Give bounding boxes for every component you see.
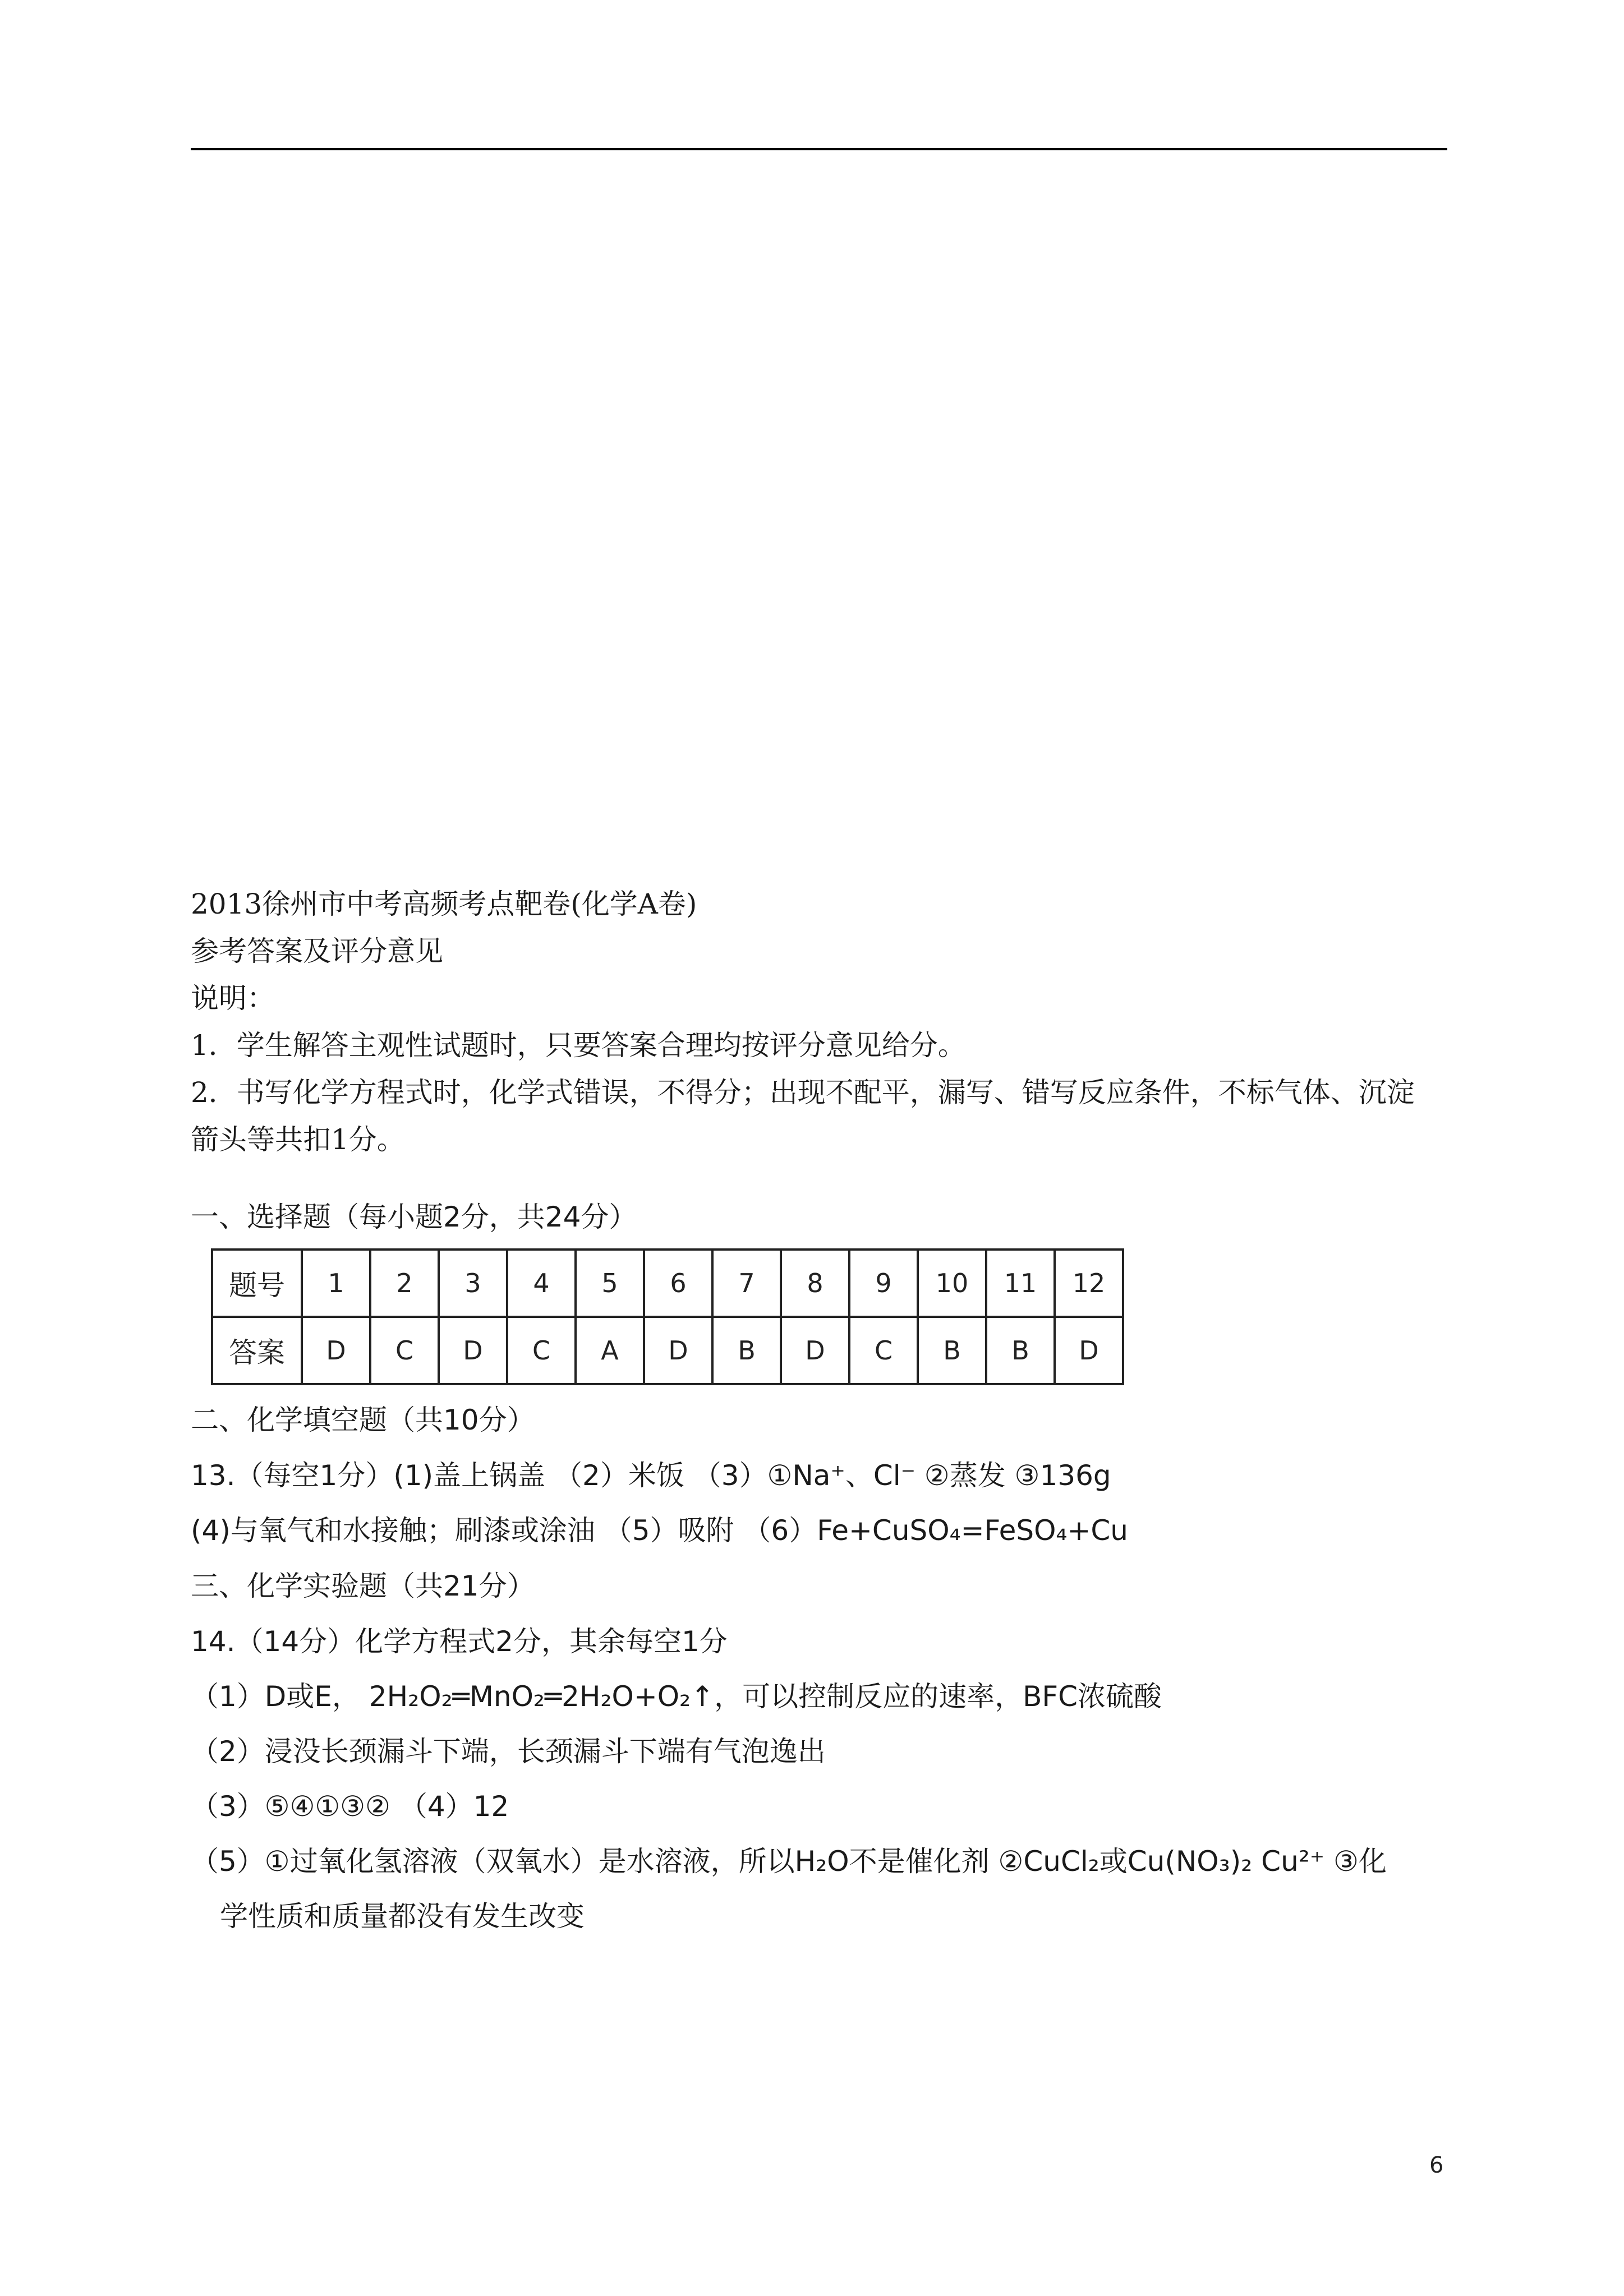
- q14-part-2: （2）浸没长颈漏斗下端，长颈漏斗下端有气泡逸出: [191, 1735, 826, 1768]
- question-header-cell: 题号: [212, 1250, 302, 1317]
- answer-cell: B: [712, 1317, 781, 1384]
- q14-part-1: （1）D或E， 2H₂O₂═MnO₂═2H₂O+O₂↑，可以控制反应的速率，BFC浓硫酸: [191, 1680, 1162, 1713]
- section2-heading: 二、化学填空题（共10分）: [191, 1404, 535, 1436]
- question-cell: 4: [507, 1250, 576, 1317]
- question-cell: 3: [439, 1250, 507, 1317]
- answer-cell: C: [849, 1317, 918, 1384]
- question-cell: 7: [712, 1250, 781, 1317]
- question-number-row: [212, 1250, 1123, 1317]
- question-cell: 1: [302, 1250, 370, 1317]
- answer-cell: B: [918, 1317, 986, 1384]
- page-number: 6: [1429, 2152, 1444, 2178]
- doc-subtitle: 参考答案及评分意见: [191, 935, 443, 967]
- q13-line-2: (4)与氧气和水接触；刷漆或涂油 （5）吸附 （6）Fe+CuSO₄=FeSO₄+Cu: [191, 1514, 1128, 1547]
- note-2b: 箭头等共扣1分。: [191, 1123, 405, 1156]
- doc-title: 2013徐州市中考高频考点靶卷(化学A卷): [191, 888, 697, 920]
- header-rule: [191, 148, 1447, 150]
- question-cell: 5: [576, 1250, 644, 1317]
- question-cell: 10: [918, 1250, 986, 1317]
- answer-cell: C: [370, 1317, 439, 1384]
- section3-heading: 三、化学实验题（共21分）: [191, 1570, 535, 1602]
- question-cell: 8: [781, 1250, 849, 1317]
- question-cell: 12: [1055, 1250, 1123, 1317]
- answer-cell: C: [507, 1317, 576, 1384]
- question-cell: 9: [849, 1250, 918, 1317]
- answer-page: [191, 880, 1447, 1944]
- note-label: 说明：: [191, 982, 275, 1015]
- answer-cell: A: [576, 1317, 644, 1384]
- answer-cell: D: [439, 1317, 507, 1384]
- question-cell: 2: [370, 1250, 439, 1317]
- answer-cell: B: [986, 1317, 1055, 1384]
- q13-line-1: 13.（每空1分）(1)盖上锅盖 （2）米饭 （3）①Na⁺、Cl⁻ ②蒸发 ③136g: [191, 1459, 1111, 1492]
- q14-intro: 14.（14分）化学方程式2分，其余每空1分: [191, 1625, 728, 1658]
- q14-part-5a: （5）①过氧化氢溶液（双氧水）是水溶液，所以H₂O不是催化剂 ②CuCl₂或Cu(NO₃)₂ Cu²⁺ ③化: [191, 1845, 1387, 1878]
- q14-part-3: （3）⑤④①③② （4）12: [191, 1790, 509, 1823]
- section1-heading: 一、选择题（每小题2分，共24分）: [191, 1201, 637, 1233]
- answer-header-cell: 答案: [212, 1317, 302, 1384]
- note-1: 1．学生解答主观性试题时，只要答案合理均按评分意见给分。: [191, 1029, 966, 1062]
- answer-cell: D: [781, 1317, 849, 1384]
- answer-cell: D: [1055, 1317, 1123, 1384]
- answer-cell: D: [302, 1317, 370, 1384]
- q14-part-5b: 学性质和质量都没有发生改变: [220, 1900, 585, 1933]
- question-cell: 11: [986, 1250, 1055, 1317]
- answer-cell: D: [644, 1317, 712, 1384]
- question-cell: 6: [644, 1250, 712, 1317]
- answer-row: [212, 1317, 1123, 1384]
- answer-table: [211, 1248, 1124, 1385]
- note-2a: 2．书写化学方程式时，化学式错误，不得分；出现不配平，漏写、错写反应条件，不标气体、沉淀: [191, 1076, 1415, 1109]
